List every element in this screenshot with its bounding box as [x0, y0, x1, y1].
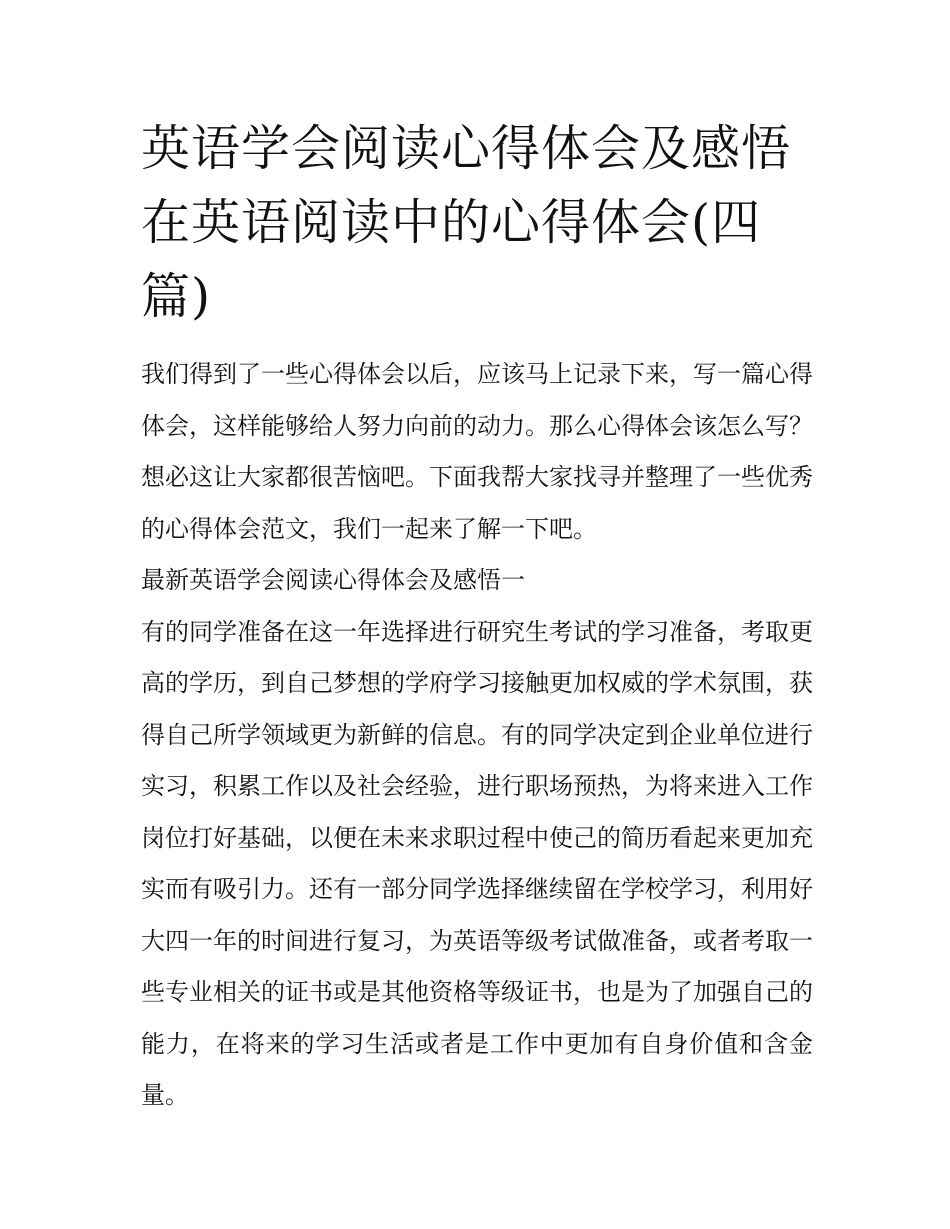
body-paragraph: 有的同学准备在这一年选择进行研究生考试的学习准备，考取更高的学历，到自己梦想的学府学习接触更加权威的学术氛围，获得自己所学领域更为新鲜的信息。有的同学决定到企业单位进行实习，积累工作以及社会经验，进行职场预热，为将来进入工作岗位打好基础，以便在未来求职过程中使己的简历看起来更加充实而有吸引力。还有一部分同学选择继续留在学校学习，利用好大四一年的时间进行复习，为英语等级考试做准备，或者考取一些专业相关的证书或是其他资格等级证书，也是为了加强自己的能力，在将来的学习生活或者是工作中更加有自身价值和含金量。 [141, 617, 813, 1109]
document-content [141, 112, 813, 1122]
intro-paragraph: 我们得到了一些心得体会以后，应该马上记录下来，写一篇心得体会，这样能够给人努力向前的动力。那么心得体会该怎么写？想必这让大家都很苦恼吧。下面我帮大家找寻并整理了一些优秀的心得体会范文，我们一起来了解一下吧。 [141, 360, 813, 543]
section-heading: 最新英语学会阅读心得体会及感悟一 [141, 566, 525, 594]
document-title: 英语学会阅读心得体会及感悟在英语阅读中的心得体会(四篇) [141, 120, 792, 325]
document-body [141, 349, 813, 1122]
